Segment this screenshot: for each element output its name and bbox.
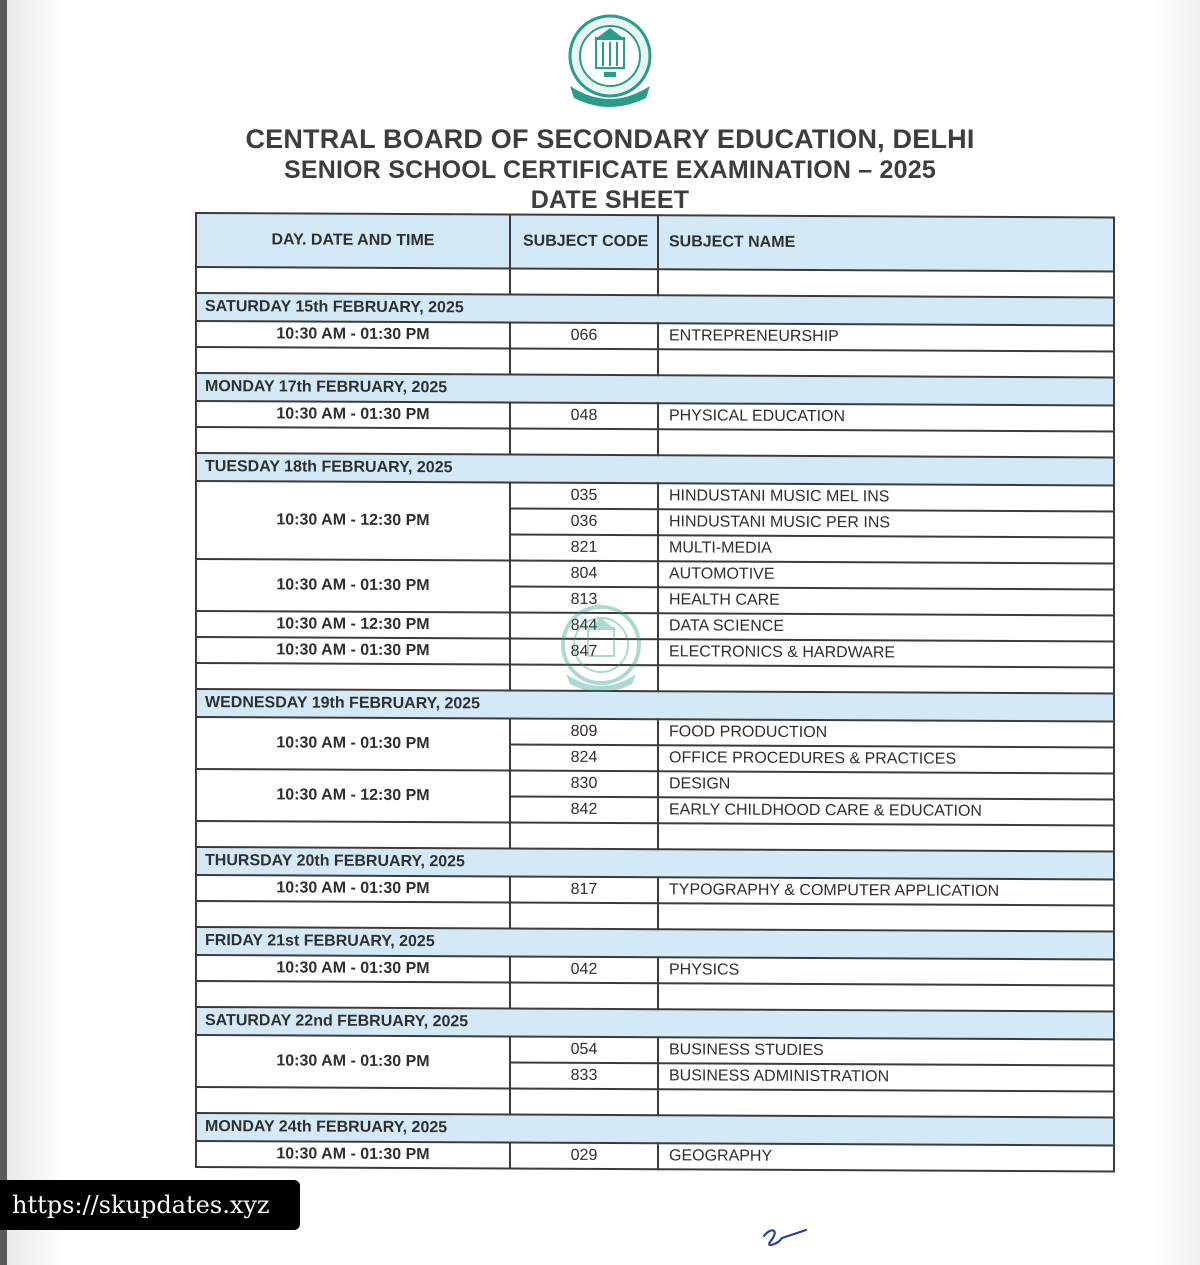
blank-cell <box>196 427 510 455</box>
subject-code: 813 <box>510 587 658 614</box>
exam-time: 10:30 AM - 12:30 PM <box>196 611 510 639</box>
table-row <box>196 481 1114 511</box>
blank-cell <box>196 821 510 849</box>
blank-cell <box>196 901 510 929</box>
exam-time: 10:30 AM - 01:30 PM <box>196 321 510 349</box>
board-title: CENTRAL BOARD OF SECONDARY EDUCATION, DELHI <box>245 124 975 154</box>
exam-date: MONDAY 17th FEBRUARY, 2025 <box>196 373 1114 405</box>
subject-name: DESIGN <box>658 771 1114 799</box>
date-sheet-table <box>195 212 1115 1172</box>
exam-time: 10:30 AM - 01:30 PM <box>196 1141 510 1169</box>
date-row <box>196 927 1114 959</box>
exam-date: MONDAY 24th FEBRUARY, 2025 <box>196 1113 1114 1145</box>
table-row <box>196 1035 1114 1065</box>
blank-cell <box>196 1087 510 1115</box>
signature-mark <box>758 1222 810 1252</box>
date-sheet-title: DATE SHEET <box>530 186 690 214</box>
exam-time: 10:30 AM - 01:30 PM <box>196 955 510 983</box>
page-shadow-left <box>7 0 65 1265</box>
subject-code: 042 <box>510 957 658 984</box>
subject-code: 817 <box>510 877 658 904</box>
blank-cell <box>658 1089 1114 1117</box>
subject-name: HEALTH CARE <box>658 587 1114 615</box>
subject-name: ENTREPRENEURSHIP <box>658 323 1114 351</box>
date-row <box>196 1113 1114 1145</box>
subject-name: DATA SCIENCE <box>658 613 1114 641</box>
viewer-edge-bar <box>0 0 7 1265</box>
blank-cell <box>510 1089 658 1116</box>
subject-code: 821 <box>510 535 658 562</box>
date-sheet <box>195 212 1113 1216</box>
blank-cell <box>658 983 1114 1011</box>
subject-code: 029 <box>510 1143 658 1170</box>
subject-code: 035 <box>510 483 658 510</box>
subject-name: ELECTRONICS & HARDWARE <box>658 639 1114 667</box>
blank-cell <box>658 349 1114 377</box>
exam-time: 10:30 AM - 01:30 PM <box>196 717 510 771</box>
subject-code: 844 <box>510 613 658 640</box>
blank-cell <box>658 269 1114 297</box>
subject-name: MULTI-MEDIA <box>658 535 1114 563</box>
exam-date: WEDNESDAY 19th FEBRUARY, 2025 <box>196 689 1114 721</box>
blank-cell <box>196 663 510 691</box>
exam-date: SATURDAY 22nd FEBRUARY, 2025 <box>196 1007 1114 1039</box>
subject-name: OFFICE PROCEDURES & PRACTICES <box>658 745 1114 773</box>
subject-name: TYPOGRAPHY & COMPUTER APPLICATION <box>658 877 1114 905</box>
exam-time: 10:30 AM - 01:30 PM <box>196 401 510 429</box>
date-row <box>196 453 1114 485</box>
subject-code: 048 <box>510 403 658 430</box>
date-row <box>196 373 1114 405</box>
blank-cell <box>196 347 510 375</box>
subject-name: AUTOMOTIVE <box>658 561 1114 589</box>
exam-date: SATURDAY 15th FEBRUARY, 2025 <box>196 293 1114 325</box>
date-row <box>196 1007 1114 1039</box>
subject-code: 824 <box>510 745 658 772</box>
subject-code: 809 <box>510 719 658 746</box>
page-shadow-right <box>1155 0 1200 1265</box>
blank-cell <box>196 981 510 1009</box>
subject-code: 054 <box>510 1037 658 1064</box>
cbse-emblem-watermark-icon <box>552 600 650 698</box>
exam-date: TUESDAY 18th FEBRUARY, 2025 <box>196 453 1114 485</box>
subject-name: BUSINESS STUDIES <box>658 1037 1114 1065</box>
blank-cell <box>510 429 658 456</box>
header-subject-code: SUBJECT CODE <box>510 215 658 270</box>
subject-name: PHYSICS <box>658 957 1114 985</box>
blank-cell <box>658 665 1114 693</box>
exam-time: 10:30 AM - 01:30 PM <box>196 875 510 903</box>
exam-time: 10:30 AM - 12:30 PM <box>196 769 510 823</box>
table-row <box>196 1141 1114 1171</box>
subject-name: HINDUSTANI MUSIC PER INS <box>658 509 1114 537</box>
date-row <box>196 847 1114 879</box>
subject-name: BUSINESS ADMINISTRATION <box>658 1063 1114 1091</box>
exam-time: 10:30 AM - 12:30 PM <box>196 481 510 561</box>
cbse-emblem-icon <box>556 12 664 112</box>
blank-cell <box>658 903 1114 931</box>
subject-code: 036 <box>510 509 658 536</box>
subject-name: EARLY CHILDHOOD CARE & EDUCATION <box>658 797 1114 825</box>
exam-title: SENIOR SCHOOL CERTIFICATE EXAMINATION – 2025 <box>284 156 936 184</box>
subject-code: 833 <box>510 1063 658 1090</box>
url-overlay-badge[interactable]: https://skupdates.xyz <box>0 1180 300 1230</box>
header-day-date-time: DAY. DATE AND TIME <box>196 213 510 269</box>
blank-cell <box>510 823 658 850</box>
table-row <box>196 769 1114 799</box>
exam-time: 10:30 AM - 01:30 PM <box>196 637 510 665</box>
blank-cell <box>510 983 658 1010</box>
subject-code: 066 <box>510 323 658 350</box>
exam-date: THURSDAY 20th FEBRUARY, 2025 <box>196 847 1114 879</box>
table-row <box>196 717 1114 747</box>
subject-name: PHYSICAL EDUCATION <box>658 403 1114 431</box>
exam-time: 10:30 AM - 01:30 PM <box>196 559 510 613</box>
header-subject-name: SUBJECT NAME <box>658 215 1114 271</box>
table-header-row <box>196 213 1114 271</box>
subject-name: FOOD PRODUCTION <box>658 719 1114 747</box>
subject-name: HINDUSTANI MUSIC MEL INS <box>658 483 1114 511</box>
date-row <box>196 689 1114 721</box>
exam-date: FRIDAY 21st FEBRUARY, 2025 <box>196 927 1114 959</box>
exam-time: 10:30 AM - 01:30 PM <box>196 1035 510 1089</box>
blank-cell <box>510 349 658 376</box>
subject-code: 804 <box>510 561 658 588</box>
subject-code: 830 <box>510 771 658 798</box>
blank-cell <box>658 429 1114 457</box>
blank-cell <box>510 269 658 296</box>
blank-cell <box>658 823 1114 851</box>
subject-code: 842 <box>510 797 658 824</box>
blank-cell <box>510 903 658 930</box>
date-row <box>196 293 1114 325</box>
subject-code: 847 <box>510 639 658 666</box>
blank-cell <box>196 267 510 295</box>
subject-name: GEOGRAPHY <box>658 1143 1114 1171</box>
table-row <box>196 559 1114 589</box>
